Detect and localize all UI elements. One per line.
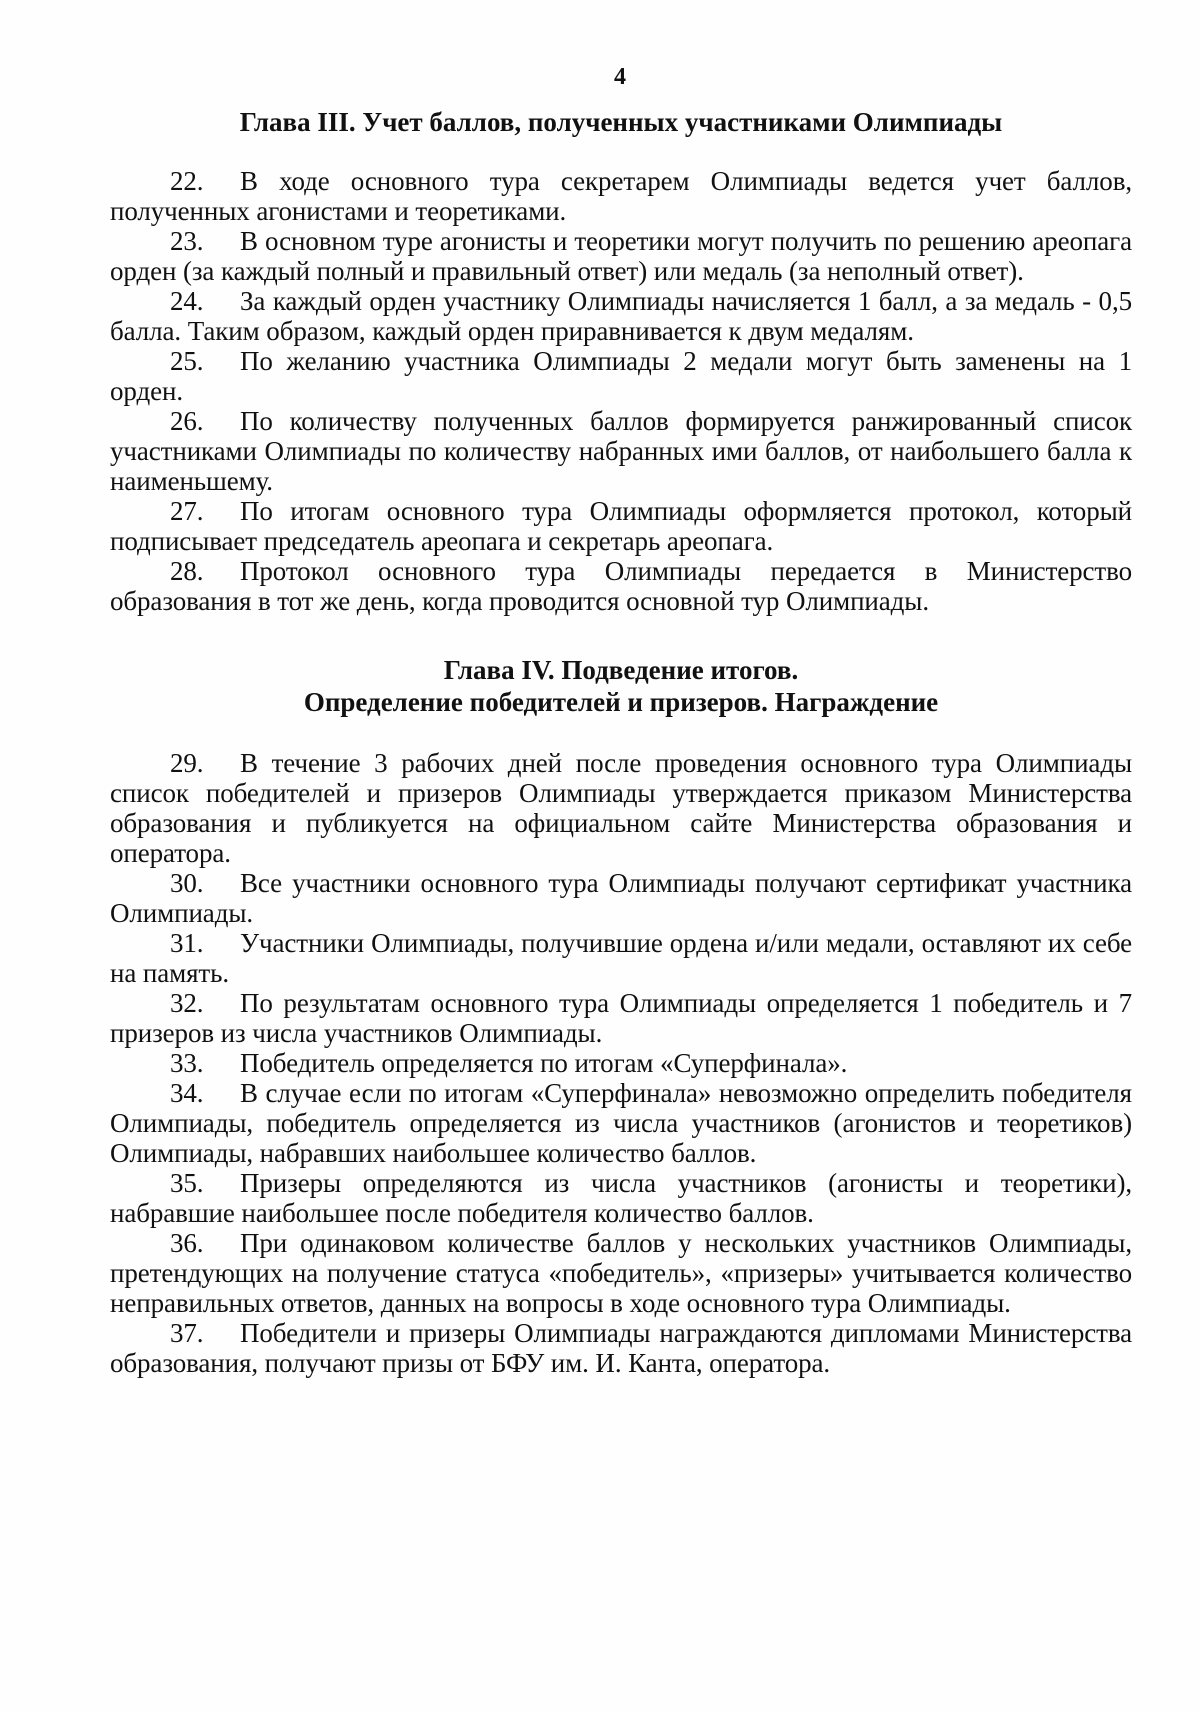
paragraph-text: За каждый орден участнику Олимпиады начисляется 1 балл, а за медаль - 0,5 балла. Таким образом, каждый орден приравнивается к двум медалям. [110, 286, 1132, 346]
paragraph-number: 33. [170, 1048, 204, 1078]
paragraph-number: 26. [170, 406, 204, 436]
chapter-3-body [110, 166, 1132, 616]
paragraph-text: При одинаковом количестве баллов у нескольких участников Олимпиады, претендующих на получение статуса «победитель», «призеры» учитывается количество неправильных ответов, данных на вопросы в ходе основного тура Олимпиады. [110, 1228, 1132, 1318]
paragraph-31 [110, 928, 1132, 988]
paragraph-text: Призеры определяются из числа участников (агонисты и теоретики), набравшие наибольшее после победителя количество баллов. [110, 1168, 1132, 1228]
paragraph-text: По результатам основного тура Олимпиады определяется 1 победитель и 7 призеров из числа участников Олимпиады. [110, 988, 1132, 1048]
paragraph-number: 34. [170, 1078, 204, 1108]
paragraph-number: 37. [170, 1318, 204, 1348]
paragraph-number: 25. [170, 346, 204, 376]
paragraph-35 [110, 1168, 1132, 1228]
paragraph-text: В случае если по итогам «Суперфинала» невозможно определить победителя Олимпиады, победитель определяется из числа участников (агонистов и теоретиков) Олимпиады, набравших наибольшее количество баллов. [110, 1078, 1132, 1168]
paragraph-text: Участники Олимпиады, получившие ордена и/или медали, оставляют их себе на память. [110, 928, 1132, 988]
paragraph-number: 30. [170, 868, 204, 898]
paragraph-number: 32. [170, 988, 204, 1018]
chapter-3-title [110, 106, 1132, 138]
paragraph-number: 22. [170, 166, 204, 196]
paragraph-text: В ходе основного тура секретарем Олимпиады ведется учет баллов, полученных агонистами и теоретиками. [110, 166, 1132, 226]
paragraph-number: 27. [170, 496, 204, 526]
paragraph-34 [110, 1078, 1132, 1168]
chapter-4-title-line-2: Определение победителей и призеров. Награждение [303, 687, 939, 717]
page-number: 4 [614, 64, 626, 90]
paragraph-number: 29. [170, 748, 204, 778]
paragraph-text: Все участники основного тура Олимпиады получают сертификат участника Олимпиады. [110, 868, 1132, 928]
page-content [110, 106, 1132, 1378]
paragraph-number: 31. [170, 928, 204, 958]
chapter-3-title-text: Глава III. Учет баллов, полученных участниками Олимпиады [239, 107, 1003, 137]
paragraph-36 [110, 1228, 1132, 1318]
paragraph-number: 24. [170, 286, 204, 316]
paragraph-30 [110, 868, 1132, 928]
paragraph-29 [110, 748, 1132, 868]
paragraph-27 [110, 496, 1132, 556]
paragraph-26 [110, 406, 1132, 496]
paragraph-text: По желанию участника Олимпиады 2 медали могут быть заменены на 1 орден. [110, 346, 1132, 406]
paragraph-37 [110, 1318, 1132, 1378]
paragraph-number: 35. [170, 1168, 204, 1198]
paragraph-28 [110, 556, 1132, 616]
chapter-4-title [110, 654, 1132, 718]
paragraph-33 [110, 1048, 1132, 1078]
chapter-4-body [110, 748, 1132, 1378]
paragraph-number: 36. [170, 1228, 204, 1258]
paragraph-text: По количеству полученных баллов формируется ранжированный список участниками Олимпиады по количеству набранных ими баллов, от наибольшего балла к наименьшему. [110, 406, 1132, 496]
paragraph-32 [110, 988, 1132, 1048]
paragraph-text: Протокол основного тура Олимпиады передается в Министерство образования в тот же день, когда проводится основной тур Олимпиады. [110, 556, 1132, 616]
paragraph-22 [110, 166, 1132, 226]
paragraph-23 [110, 226, 1132, 286]
paragraph-number: 23. [170, 226, 204, 256]
paragraph-text: В течение 3 рабочих дней после проведения основного тура Олимпиады список победителей и призеров Олимпиады утверждается приказом Министерства образования и публикуется на официальном сайте Министерства образования и оператора. [110, 748, 1132, 868]
paragraph-text: По итогам основного тура Олимпиады оформляется протокол, который подписывает председатель ареопага и секретарь ареопага. [110, 496, 1132, 556]
chapter-4-title-line-1: Глава IV. Подведение итогов. [443, 655, 799, 685]
paragraph-25 [110, 346, 1132, 406]
paragraph-number: 28. [170, 556, 204, 586]
paragraph-text: Победители и призеры Олимпиады награждаются дипломами Министерства образования, получают призы от БФУ им. И. Канта, оператора. [110, 1318, 1132, 1378]
paragraph-text: В основном туре агонисты и теоретики могут получить по решению ареопага орден (за каждый полный и правильный ответ) или медаль (за неполный ответ). [110, 226, 1132, 286]
paragraph-24 [110, 286, 1132, 346]
paragraph-text: Победитель определяется по итогам «Суперфинала». [240, 1048, 848, 1078]
